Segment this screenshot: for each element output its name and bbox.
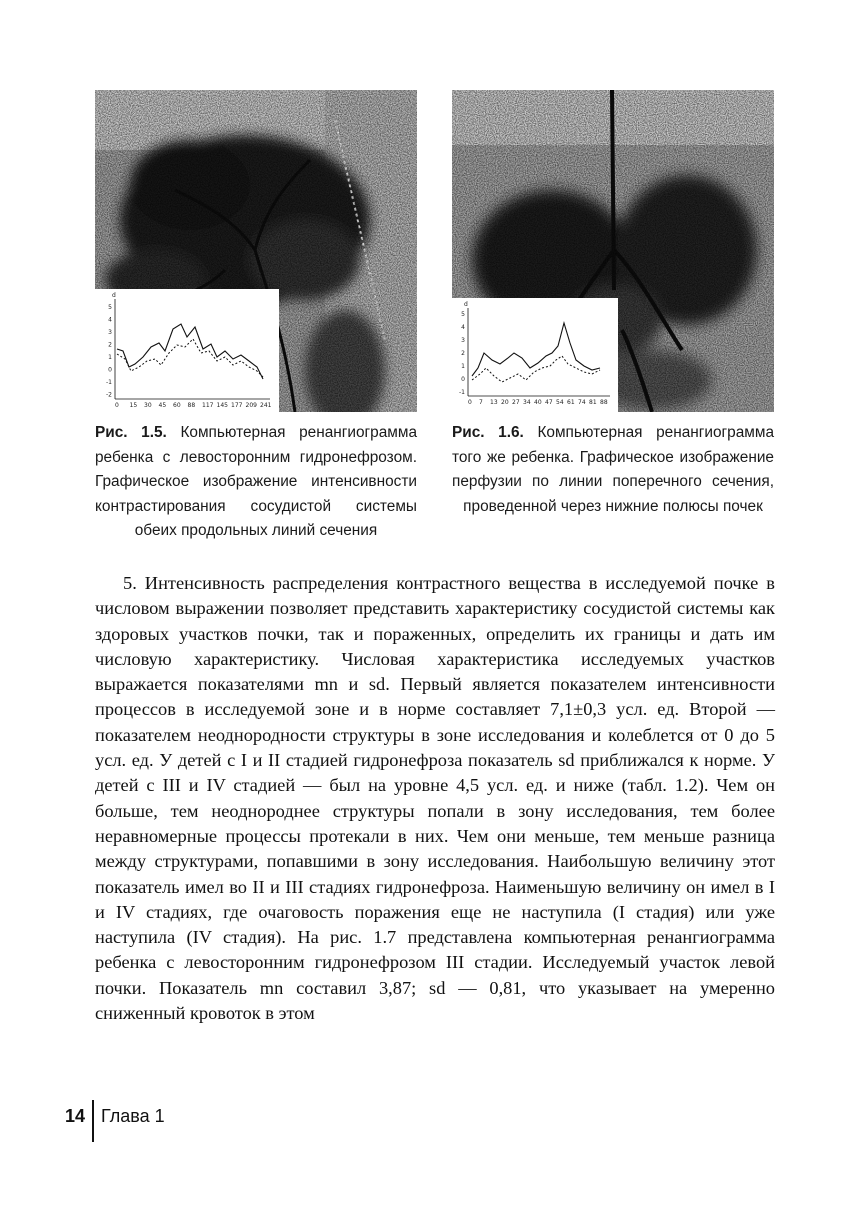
inset-y-tick-label: 2 — [461, 350, 465, 357]
figure-1-6-caption-text: Компьютерная ренангиограмма того же ребенка. Графическое изображение перфузии по линии поперечного сечения, проведенной через нижние полюсы почек — [452, 424, 775, 515]
inset-y-tick-label: 2 — [108, 341, 112, 349]
inset-x-tick-label: 45 — [158, 402, 167, 409]
inset-y-tick-label: -1 — [459, 389, 465, 396]
inset-x-tick-label: 30 — [144, 402, 152, 409]
inset-x-tick-label: 7 — [479, 399, 483, 406]
perfusion-graph-inset-right — [452, 298, 618, 412]
inset-x-tick-label: 241 — [260, 402, 272, 409]
inset-x-tick-label: 47 — [545, 399, 553, 406]
inset-y-tick-label: 3 — [108, 329, 112, 336]
inset-x-tick-label: 13 — [490, 399, 498, 406]
inset-y-tick-label: 0 — [461, 376, 465, 383]
inset-x-tick-label: 20 — [501, 399, 509, 406]
inset-y-tick-label: 1 — [108, 354, 112, 361]
inset-y-axis-label: d — [112, 292, 116, 299]
inset-y-tick-label: 3 — [461, 337, 465, 344]
inset-x-tick-label: 88 — [187, 402, 196, 409]
inset-y-tick-label: 4 — [108, 316, 112, 324]
inset-x-tick-label: 54 — [556, 399, 564, 406]
inset-x-tick-label: 209 — [245, 402, 257, 409]
inset-x-tick-label: 74 — [578, 399, 586, 406]
inset-y-tick-label: 5 — [108, 304, 112, 311]
body-paragraph: 5. Интенсивность распределения контрастного вещества в исследуемой почке в числовом выражении позволяет представить характеристику сосудистой системы как здоровых участков почки, так и пораженных, определить их границы и дать им числовую характеристику. Числовая характеристика исследуемых участков выражается показателями mn и sd. Первый является показателем интенсивности процессов в исследуемой зоне и в норме составляет 7,1±0,3 усл. ед. Второй — показателем неоднородности структуры в зоне исследования и колеблется от 0 до 5 усл. ед. У детей с I и II стадией гидронефроза показатель sd приближался к норме. У детей с III и IV стадией — был на уровне 4,5 усл. ед. и ниже (табл. 1.2). Чем он больше, тем неоднороднее структуры попали в зону исследования, тем более неравномерные процессы протекали в них. Чем они меньше, тем меньше разница между структурами, попавшими в зону исследования. Наибольшую величину этот показатель имел во II и III стадиях гидронефроза. Наименьшую величину он имел в I и IV стадиях, где очаговость поражения еще не наступила (I стадия) или уже наступила (IV стадия). На рис. 1.7 представлена компьютерная ренангиограмма ребенка с левосторонним гидронефрозом III стадии. Исследуемый участок левой почки. Показатель mn составил 3,87; sd — 0,81, что указывает на умеренно сниженный кровоток в этом — [95, 573, 775, 1024]
inset-x-tick-label: 40 — [534, 399, 542, 406]
inset-x-tick-label: 81 — [589, 399, 597, 406]
inset-x-tick-label: 61 — [567, 399, 575, 406]
figure-1-6-caption — [452, 421, 774, 519]
page-number: 14 — [65, 1106, 86, 1126]
inset-y-tick-label: -2 — [106, 391, 112, 399]
inset-y-tick-label: 4 — [461, 324, 465, 331]
inset-x-tick-label: 117 — [202, 402, 214, 409]
inset-x-tick-label: 34 — [523, 399, 531, 406]
inset-y-axis-label: d — [464, 301, 468, 308]
figure-1-5-caption-text: Компьютерная ренангиограмма ребенка с левосторонним гидронефрозом. Графическое изображение интенсивности контрастирования сосудистой системы обеих продольных линий сечения — [95, 424, 418, 539]
figure-1-5-label: Рис. 1.5. — [95, 424, 167, 441]
inset-y-tick-label: 1 — [461, 363, 465, 370]
figure-1-6-label: Рис. 1.6. — [452, 424, 524, 441]
inset-x-tick-label: 0 — [468, 399, 472, 406]
inset-x-tick-label: 0 — [115, 402, 119, 409]
inset-x-tick-label: 15 — [129, 402, 138, 409]
inset-x-tick-label: 60 — [173, 402, 181, 409]
chapter-label: Глава 1 — [101, 1106, 165, 1126]
figure-1-5-image — [95, 90, 417, 412]
inset-y-tick-label: -1 — [106, 379, 112, 386]
inset-x-tick-label: 145 — [216, 402, 228, 409]
figure-1-5-caption — [95, 421, 417, 544]
inset-y-tick-label: 5 — [461, 311, 465, 318]
figure-1-6-image — [452, 90, 774, 412]
inset-y-tick-label: 0 — [108, 366, 112, 374]
inset-x-tick-label: 88 — [600, 399, 608, 406]
inset-x-tick-label: 177 — [231, 402, 243, 409]
inset-x-tick-label: 27 — [512, 399, 520, 406]
perfusion-graph-inset-left — [95, 289, 279, 412]
footer-divider — [92, 1100, 94, 1142]
